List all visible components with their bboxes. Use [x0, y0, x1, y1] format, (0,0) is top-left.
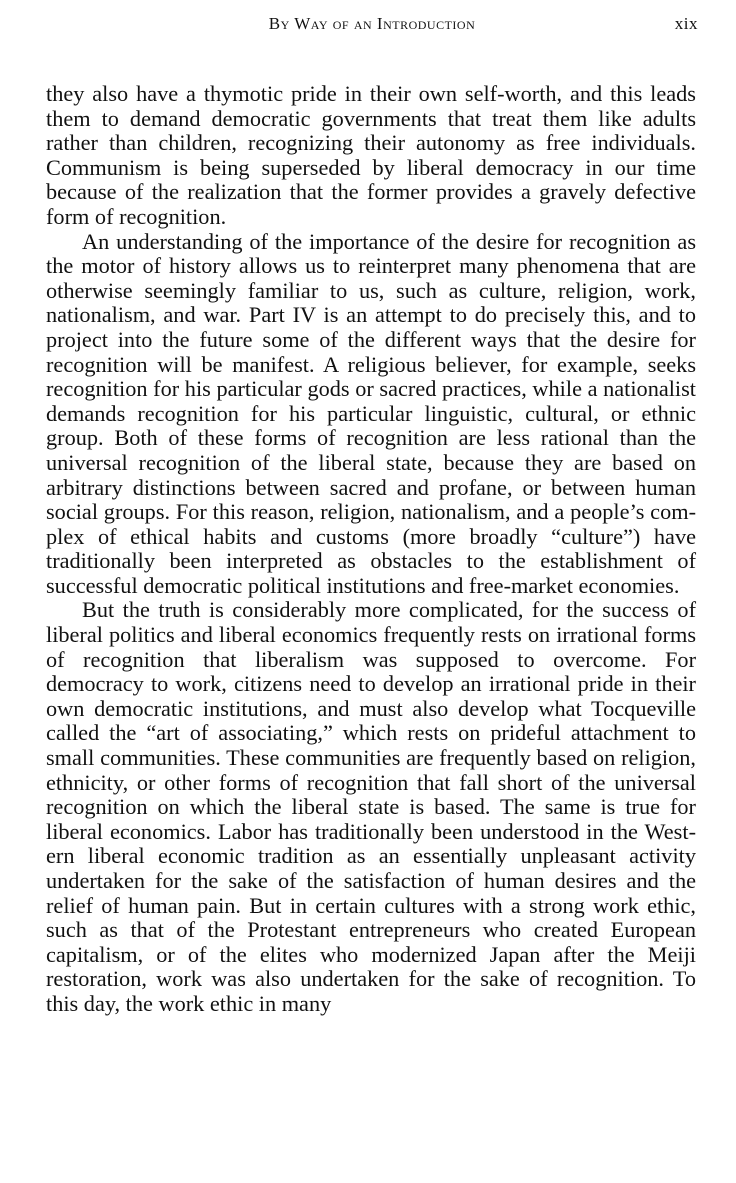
running-title: By Way of an Introduction: [268, 14, 476, 33]
paragraph: But the truth is considerably more complicated, for the success of liberal politics and liberal economics frequently rests on irrational forms of recognition that liberalism was supposed to overcome. For democracy to work, citizens need to develop an irrational pride in their own democratic institutions, and must also develop what Tocqueville called the “art of associating,” which rests on prideful attachment to small communities. These communities are frequently based on religion, ethnicity, or other forms of recognition that fall short of the universal recognition on which the liberal state is based. The same is true for liberal economics. Labor has traditionally been understood in the Western liberal economic tradition as an essentially unpleasant activity undertaken for the sake of the satisfaction of human desires and the relief of human pain. But in certain cultures with a strong work ethic, such as that of the Protestant entrepreneurs who created European capitalism, or of the elites who modernized Japan after the Meiji restoration, work was also undertaken for the sake of recognition. To this day, the work ethic in many: [46, 597, 696, 1016]
page-number: xix: [674, 14, 698, 33]
running-head: [46, 14, 698, 44]
body-text: [46, 82, 696, 1017]
paragraph: An understanding of the importance of the desire for recognition as the motor of history allows us to reinterpret many phenomena that are otherwise seemingly familiar to us, such as culture, religion, work, nationalism, and war. Part IV is an attempt to do precisely this, and to project into the future some of the different ways that the desire for recognition will be manifest. A religious believer, for example, seeks recognition for his particular gods or sacred practices, while a nationalist demands recognition for his particular linguistic, cultural, or ethnic group. Both of these forms of recognition are less rational than the universal recognition of the liberal state, because they are based on arbitrary distinctions between sacred and profane, or between human social groups. For this reason, religion, nationalism, and a people’s complex of ethical habits and customs (more broadly “culture”) have traditionally been interpreted as obstacles to the establishment of successful democratic political institutions and free-market economies.: [46, 228, 696, 598]
paragraph-continued: they also have a thymotic pride in their own self-worth, and this leads them to demand democratic governments that treat them like adults rather than children, recognizing their autonomy as free individuals. Communism is being superseded by liberal democracy in our time because of the realization that the former provides a gravely defective form of recognition.: [46, 81, 696, 229]
